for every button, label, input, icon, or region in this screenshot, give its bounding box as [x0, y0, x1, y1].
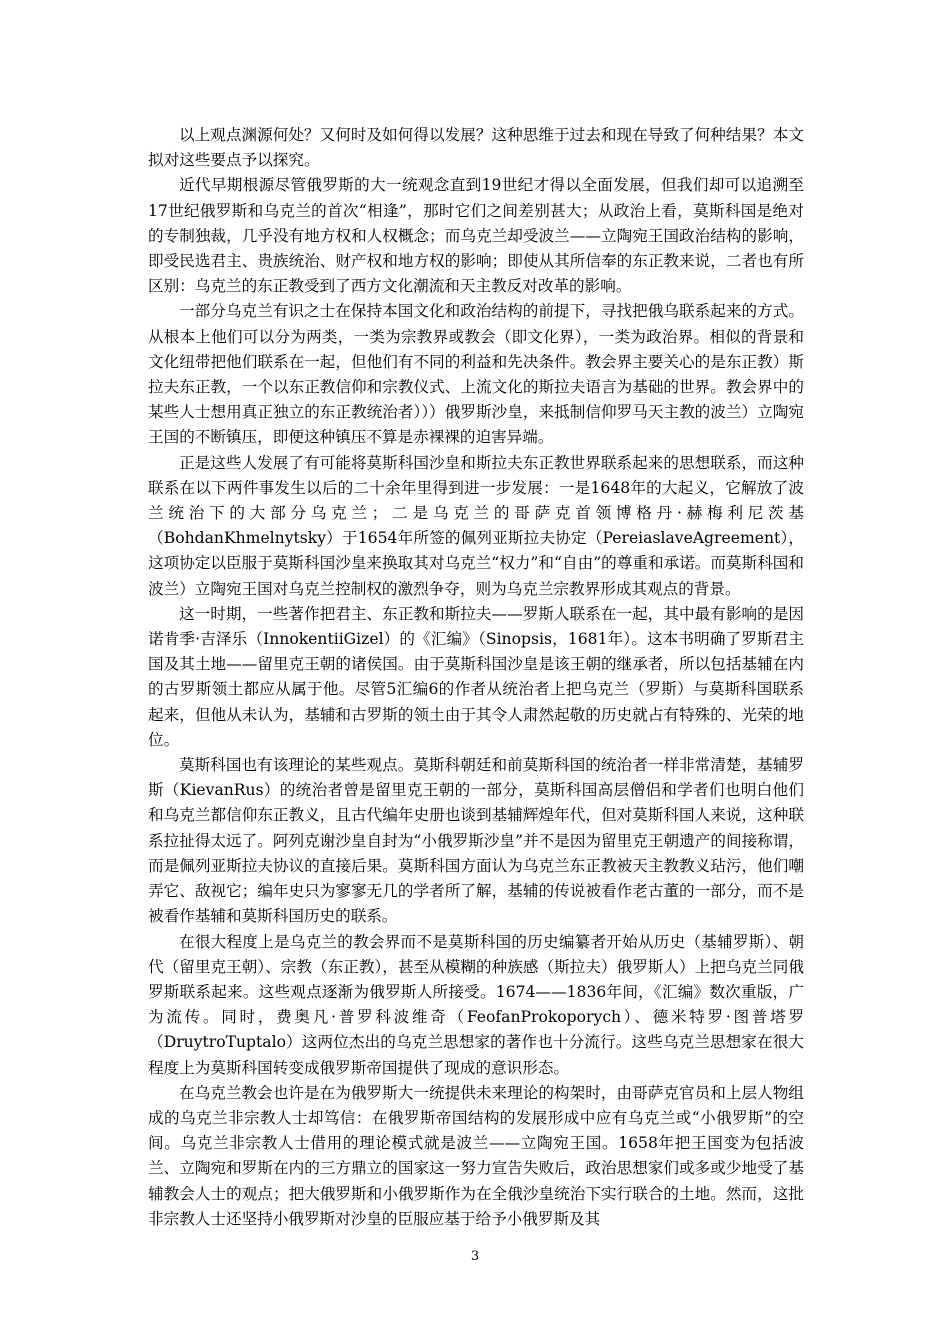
paragraph-8: 在乌克兰教会也许是在为俄罗斯大一统提供未来理论的构架时，由哥萨克官员和上层人物组成的乌克兰非宗教人士却笃信：在俄罗斯帝国结构的发展形成中应有乌克兰或“小俄罗斯”的空间。乌克兰非宗教人士借用的理论模式就是波兰——立陶宛王国。1658年把王国变为包括波兰、立陶宛和罗斯在内的三方鼎立的国家这一努力宣告失败后，政治思想家们或多或少地受了基辅教会人士的观点；把大俄罗斯和小俄罗斯作为在全俄沙皇统治下实行联合的土地。然而，这批非宗教人士还坚持小俄罗斯对沙皇的臣服应基于给予小俄罗斯及其 — [148, 1083, 804, 1228]
paragraph-7: 在很大程度上是乌克兰的教会界而不是莫斯科国的历史编纂者开始从历史（基辅罗斯）、朝代（留里克王朝）、宗教（东正教），甚至从模糊的种族感（斯拉夫）俄罗斯人）上把乌克兰同俄罗斯联系起来。这些观点逐渐为俄罗斯人所接受。1674——1836年间，《汇编》数次重版，广为流传。同时，费奥凡·普罗科波维奇（FeofanProkoporych）、德米特罗·图普塔罗（DruytroTuptalo）这两位杰出的乌克兰思想家的著作也十分流行。这些乌克兰思想家在很大程度上为莫斯科国转变成俄罗斯帝国提供了现成的意识形态。 — [148, 932, 804, 1077]
paragraph-4: 正是这些人发展了有可能将莫斯科国沙皇和斯拉夫东正教世界联系起来的思想联系，而这种联系在以下两件事发生以后的二十余年里得到进一步发展：一是1648年的大起义，它解放了波兰统治下的大部分乌克兰；二是乌克兰的哥萨克首领博格丹·赫梅利尼茨基（BohdanKhmelnytsky）于1654年所签的佩列亚斯拉夫协定（PereiaslaveAgreement），这项协定以臣服于莫斯科国沙皇来换取其对乌克兰“权力”和“自由”的尊重和承诺。而莫斯科国和波兰）立陶宛王国对乌克兰控制权的激烈争夺，则为乌克兰宗教界形成其观点的背景。 — [148, 453, 804, 598]
paragraph-5: 这一时期，一些著作把君主、东正教和斯拉夫——罗斯人联系在一起，其中最有影响的是因诺肯季·吉泽乐（InnokentiiGizel）的《汇编》（Sinopsis，1681年）。这本书明确了罗斯君主国及其土地——留里克王朝的诸侯国。由于莫斯科国沙皇是该王朝的继承者，所以包括基辅在内的古罗斯领土都应从属于他。尽管5汇编6的作者从统治者上把乌克兰（罗斯）与莫斯科国联系起来，但他从未认为，基辅和古罗斯的领土由于其令人肃然起敬的历史就占有特殊的、光荣的地位。 — [148, 604, 804, 749]
paragraph-1: 以上观点渊源何处？又何时及如何得以发展？这种思维于过去和现在导致了何种结果？本文拟对这些要点予以探究。 — [148, 126, 804, 170]
paragraph-6: 莫斯科国也有该理论的某些观点。莫斯科朝廷和前莫斯科国的统治者一样非常清楚，基辅罗斯（KievanRus）的统治者曾是留里克王朝的一部分，莫斯科国高层僧侣和学者们也明白他们和乌克兰都信仰东正教义，且古代编年史册也谈到基辅辉煌年代，但对莫斯科国人来说，这种联系拉扯得太远了。阿列克谢沙皇自封为“小俄罗斯沙皇”并不是因为留里克王朝遗产的间接称谓，而是佩列亚斯拉夫协议的直接后果。莫斯科国方面认为乌克兰东正教被天主教教义玷污，他们嘲弄它、敌视它；编年史只为寥寥无几的学者所了解，基辅的传说被看作老古董的一部分，而不是被看作基辅和莫斯科国历史的联系。 — [148, 756, 804, 926]
body-text — [148, 123, 804, 1232]
page-number: 3 — [470, 1249, 480, 1264]
paragraph-2: 近代早期根源尽管俄罗斯的大一统观念直到19世纪才得以全面发展，但我们却可以追溯至17世纪俄罗斯和乌克兰的首次“相逢”，那时它们之间差别甚大；从政治上看，莫斯科国是绝对的专制独裁，几乎没有地方权和人权概念；而乌克兰却受波兰——立陶宛王国政治结构的影响，即受民选君主、贵族统治、财产权和地方权的影响；即使从其所信奉的东正教来说，二者也有所区别：乌克兰的东正教受到了西方文化潮流和天主教反对改革的影响。 — [148, 176, 804, 296]
paragraph-3: 一部分乌克兰有识之士在保持本国文化和政治结构的前提下，寻找把俄乌联系起来的方式。从根本上他们可以分为两类，一类为宗教界或教会（即文化界），一类为政治界。相似的背景和文化纽带把他们联系在一起，但他们有不同的利益和先决条件。教会界主要关心的是东正教）斯拉夫东正教，一个以东正教信仰和宗教仪式、上流文化的斯拉夫语言为基础的世界。教会界中的某些人士想用真正独立的东正教统治者）））俄罗斯沙皇，来抵制信仰罗马天主教的波兰）立陶宛王国的不断镇压，即便这种镇压不算是赤裸裸的迫害异端。 — [148, 302, 804, 447]
